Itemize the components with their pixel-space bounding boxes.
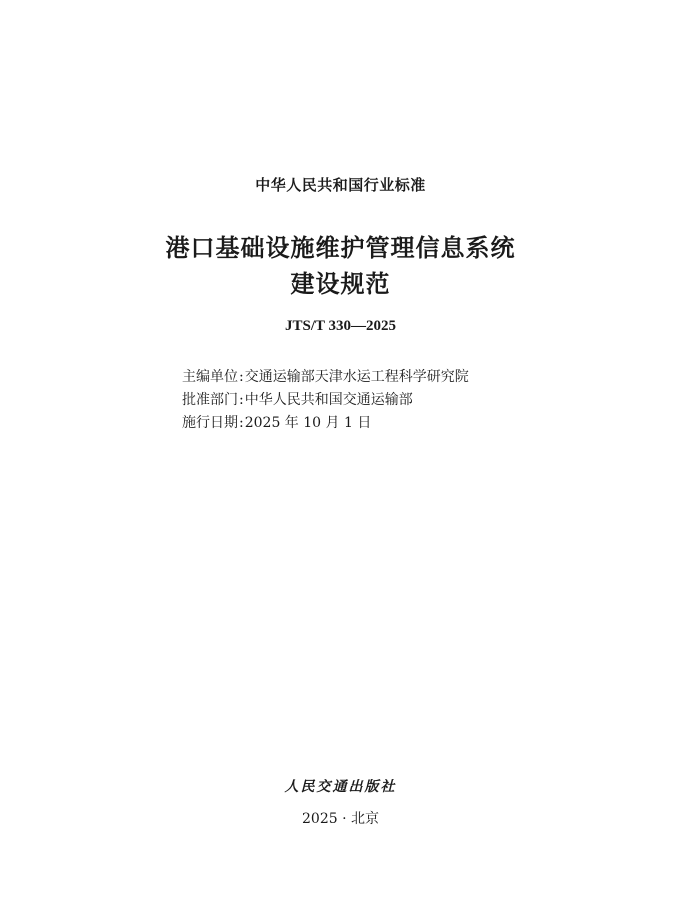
- publisher-name: 人民交通出版社: [284, 779, 397, 795]
- publication-year-place: 2025 · 北京: [302, 811, 379, 827]
- meta-label: 主编单位: [182, 369, 238, 385]
- meta-value: 2025 年 10 月 1 日: [244, 415, 372, 431]
- meta-label: 施行日期: [182, 415, 238, 431]
- meta-row-effective-date: [182, 412, 469, 435]
- meta-value: 中华人民共和国交通运输部: [244, 392, 413, 408]
- meta-separator: :: [239, 369, 244, 385]
- standard-code: JTS/T 330—2025: [285, 318, 396, 334]
- meta-value: 交通运输部天津水运工程科学研究院: [244, 369, 469, 385]
- document-title-line-2: 建设规范: [290, 270, 391, 298]
- meta-row-approver: [182, 389, 469, 412]
- standard-series-label: 中华人民共和国行业标准: [255, 176, 426, 194]
- meta-separator: :: [239, 415, 244, 431]
- meta-row-editor: [182, 366, 469, 389]
- document-title-line-1: 港口基础设施维护管理信息系统: [165, 234, 516, 262]
- publication-metadata: [182, 366, 469, 435]
- meta-label: 批准部门: [182, 392, 238, 408]
- meta-separator: :: [239, 392, 244, 408]
